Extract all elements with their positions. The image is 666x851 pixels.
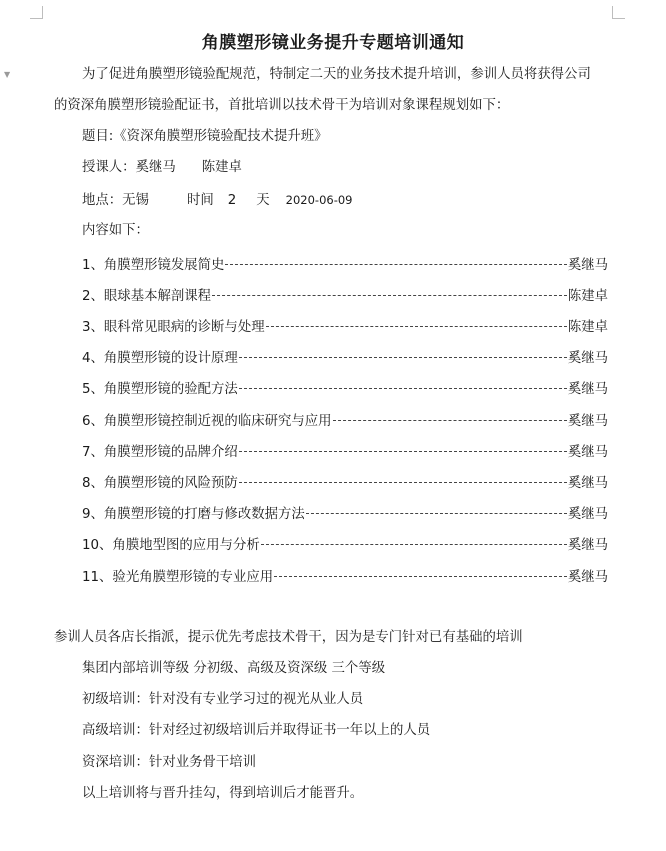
course-topic-teacher: 陈建卓	[567, 288, 608, 304]
course-topic-row	[82, 566, 608, 584]
lecturer-name: 陈建卓	[201, 160, 242, 175]
lecturers-label: 授课人：	[82, 160, 136, 175]
course-topic-teacher: 奚继马	[567, 538, 608, 554]
course-topic-title: 4、角膜塑形镜的设计原理	[82, 351, 238, 367]
dash-leader	[239, 357, 567, 358]
course-title: 题目:《资深角膜塑形镜验配技术提升班》	[82, 129, 328, 144]
course-topic-row	[82, 535, 608, 553]
margin-marker-icon: ▼	[4, 70, 11, 79]
course-topic-row	[82, 379, 608, 397]
expert-training-line: 资深培训：针对业务骨干培训	[82, 755, 257, 770]
dash-leader	[306, 513, 567, 514]
time-label: 时间	[186, 193, 214, 208]
course-topic-teacher: 奚继马	[567, 507, 608, 523]
course-topic-row	[82, 410, 608, 428]
course-topic-title: 2、眼球基本解剖课程	[82, 288, 212, 304]
dash-leader	[274, 576, 567, 577]
course-topic-teacher: 奚继马	[567, 444, 608, 460]
location-label: 地点：	[82, 193, 123, 208]
location-value: 无锡	[122, 193, 149, 208]
time-value: 2	[227, 193, 237, 208]
course-topic-row	[82, 348, 608, 366]
training-date: 2020-06-09	[285, 193, 353, 207]
content-heading: 内容如下：	[82, 223, 149, 238]
course-topic-title: 11、验光角膜塑形镜的专业应用	[82, 569, 274, 585]
location-time-line	[82, 191, 353, 210]
intro-line-2: 的资深角膜塑形镜验配证书，首批培训以技术骨干为培训对象课程规划如下：	[54, 98, 510, 113]
dash-leader	[239, 388, 567, 389]
course-topic-teacher: 奚继马	[567, 257, 608, 273]
course-topic-row	[82, 472, 608, 490]
course-topic-title: 8、角膜塑形镜的风险预防	[82, 475, 238, 491]
course-topic-teacher: 奚继马	[567, 475, 608, 491]
participants-note: 参训人员各店长指派，提示优先考虑技术骨干，因为是专门针对已有基础的培训	[54, 630, 523, 645]
course-topic-title: 7、角膜塑形镜的品牌介绍	[82, 444, 238, 460]
junior-training-line: 初级培训：针对没有专业学习过的视光从业人员	[82, 692, 364, 707]
course-topic-teacher: 奚继马	[567, 413, 608, 429]
lecturer-name: 奚继马	[135, 160, 176, 175]
document-title: 角膜塑形镜业务提升专题培训通知	[201, 33, 465, 53]
time-unit: 天	[256, 193, 270, 208]
dash-leader	[261, 544, 567, 545]
page-corner-mark-top-right	[612, 6, 625, 19]
dash-leader	[239, 482, 567, 483]
course-topic-row	[82, 316, 608, 334]
dash-leader	[333, 420, 567, 421]
course-topic-title: 5、角膜塑形镜的验配方法	[82, 382, 238, 398]
course-topic-teacher: 陈建卓	[567, 319, 608, 335]
course-topic-teacher: 奚继马	[567, 382, 608, 398]
course-topic-title: 1、角膜塑形镜发展简史	[82, 257, 225, 273]
intro-line-1: 为了促进角膜塑形镜验配规范，特制定二天的业务技术提升培训，参训人员将获得公司	[82, 67, 591, 82]
course-topic-title: 10、角膜地型图的应用与分析	[82, 538, 260, 554]
course-topic-teacher: 奚继马	[567, 569, 608, 585]
course-topic-teacher: 奚继马	[567, 351, 608, 367]
dash-leader	[212, 295, 567, 296]
senior-training-line: 高级培训：针对经过初级培训后并取得证书一年以上的人员	[82, 723, 431, 738]
training-levels-line: 集团内部培训等级 分初级、高级及资深级 三个等级	[82, 661, 386, 676]
course-topic-row	[82, 285, 608, 303]
closing-line: 以上培训将与晋升挂勾，得到培训后才能晋升。	[82, 786, 364, 801]
dash-leader	[239, 451, 567, 452]
course-topic-title: 9、角膜塑形镜的打磨与修改数据方法	[82, 507, 305, 523]
course-topic-row	[82, 441, 608, 459]
course-topic-row	[82, 254, 608, 272]
course-topic-title: 3、眼科常见眼病的诊断与处理	[82, 319, 265, 335]
dash-leader	[225, 264, 566, 265]
page-corner-mark-top-left	[30, 6, 43, 19]
dash-leader	[266, 326, 567, 327]
lecturers-line	[82, 159, 242, 177]
course-topic-row	[82, 504, 608, 522]
course-topic-title: 6、角膜塑形镜控制近视的临床研究与应用	[82, 413, 332, 429]
